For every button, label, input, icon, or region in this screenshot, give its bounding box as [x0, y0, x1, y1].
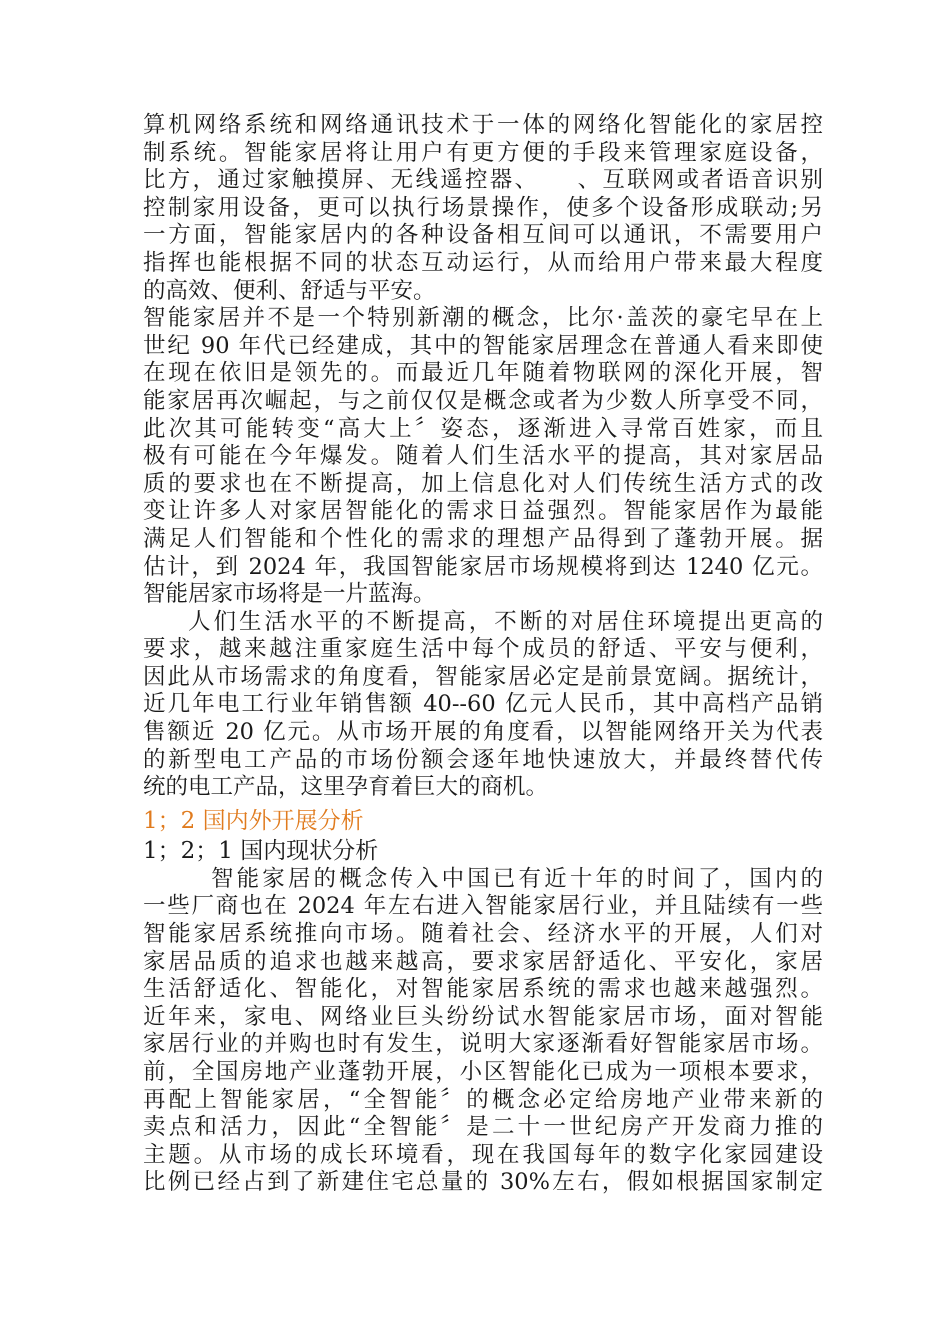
text-line: 比方，通过家触摸屏、无线遥控器、 、互联网或者语音识别	[143, 167, 823, 194]
text-line: 满足人们智能和个性化的需求的理想产品得到了蓬勃开展。据	[143, 525, 823, 552]
paragraph-market-demand	[143, 609, 823, 802]
text-line: 要求，越来越注重家庭生活中每个成员的舒适、平安与便利，	[143, 636, 823, 663]
subsection-heading: 1；2；1 国内现状分析	[143, 837, 379, 864]
text-line: 在现在依旧是领先的。而最近几年随着物联网的深化开展，智	[143, 360, 823, 387]
text-line: 一些厂商也在 2024 年左右进入智能家居行业，并且陆续有一些	[143, 893, 823, 920]
section-heading: 1；2 国内外开展分析	[143, 807, 364, 834]
text-line: 此次其可能转变“高大上〞姿态，逐渐进入寻常百姓家，而且	[143, 415, 823, 442]
text-line: 家居品质的追求也越来越高，要求家居舒适化、平安化，家居	[143, 948, 823, 975]
paragraph-smart-home-concept	[143, 305, 823, 609]
text-line: 因此从市场需求的角度看，智能家居必定是前景宽阔。据统计，	[143, 663, 823, 690]
text-line: 世纪 90 年代已经建成，其中的智能家居理念在普通人看来即使	[143, 332, 823, 359]
text-line: 人们生活水平的不断提高，不断的对居住环境提出更高的	[188, 608, 823, 635]
text-line: 控制家用设备，更可以执行场景操作，使多个设备形成联动;另	[143, 194, 823, 221]
text-line: 估计，到 2024 年，我国智能家居市场规模将到达 1240 亿元。	[143, 553, 823, 580]
text-line: 售额近 20 亿元。从市场开展的角度看，以智能网络开关为代表	[143, 719, 823, 746]
text-line: 算机网络系统和网络通讯技术于一体的网络化智能化的家居控	[143, 112, 823, 138]
text-line: 指挥也能根据不同的状态互动运行，从而给用户带来最大程度	[143, 249, 823, 276]
text-line: 的新型电工产品的市场份额会逐年地快速放大，并最终替代传	[143, 746, 823, 773]
text-line: 质的要求也在不断提高，加上信息化对人们传统生活方式的改	[143, 470, 823, 497]
text-line: 变让许多人对家居智能化的需求日益强烈。智能家居作为最能	[143, 498, 823, 525]
text-line: 一方面，智能家居内的各种设备相互间可以通讯，不需要用户	[143, 222, 823, 249]
text-line: 卖点和活力，因此“全智能〞是二十一世纪房产开发商力推的	[143, 1114, 823, 1141]
text-line: 生活舒适化、智能化，对智能家居系统的需求也越来越强烈。	[143, 976, 823, 1003]
text-line: 近年来，家电、网络业巨头纷纷试水智能家居市场，面对智能	[143, 1003, 823, 1030]
text-line: 前，全国房地产业蓬勃开展，小区智能化已成为一项根本要求，	[143, 1059, 823, 1085]
text-line: 统的电工产品，这里孕育着巨大的商机。	[143, 774, 549, 801]
text-line: 比例已经占到了新建住宅总量的 30%左右，假如根据国家制定	[143, 1169, 823, 1196]
text-line: 智能居家市场将是一片蓝海。	[143, 581, 436, 608]
text-line: 智能家居的概念传入中国已有近十年的时间了，国内的	[211, 865, 823, 892]
text-line: 能家居再次崛起，与之前仅仅是概念或者为少数人所享受不同，	[143, 387, 823, 414]
text-line: 极有可能在今年爆发。随着人们生活水平的提高，其对家居品	[143, 443, 823, 470]
text-line: 制系统。智能家居将让用户有更方便的手段来管理家庭设备，	[143, 139, 823, 166]
text-line: 再配上智能家居，“全智能〞的概念必定给房地产业带来新的	[143, 1086, 823, 1113]
text-line: 智能家居并不是一个特别新潮的概念，比尔·盖茨的豪宅早在上	[143, 305, 823, 332]
text-line: 近几年电工行业年销售额 40--60 亿元人民币，其中高档产品销	[143, 691, 823, 718]
paragraph-smart-home-system	[143, 112, 823, 305]
paragraph-domestic-status	[143, 866, 823, 1197]
text-line: 的高效、便利、舒适与平安。	[143, 277, 436, 304]
text-line: 主题。从市场的成长环境看，现在我国每年的数字化家园建设	[143, 1141, 823, 1168]
document-page	[143, 112, 823, 1197]
text-line: 家居行业的并购也时有发生，说明大家逐渐看好智能家居市场。	[143, 1031, 823, 1058]
text-line: 智能家居系统推向市场。随着社会、经济水平的开展，人们对	[143, 921, 823, 948]
